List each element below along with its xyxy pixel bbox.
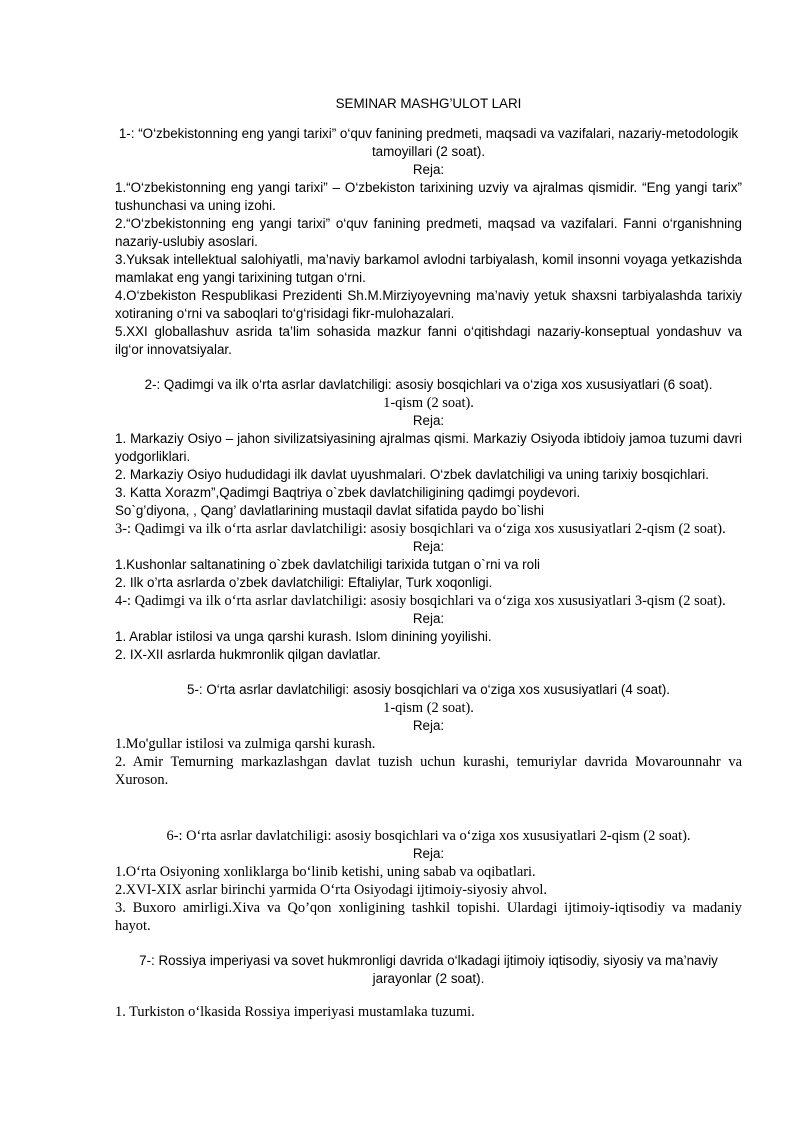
- plan-item: 1. Arablar istilosi va unga qarshi kurash. Islom dinining yoyilishi.: [115, 629, 492, 644]
- plan-item: 2.“O‘zbekistonning eng yangi tarixi” o‘quv fanining predmeti, maqsad va vazifalari. Fanni o‘rganishning nazariy-uslubiy asoslari.: [115, 216, 742, 249]
- reja-heading: Reja:: [412, 718, 445, 733]
- seminar-section-6: [115, 827, 742, 935]
- plan-item: 1. Markaziy Osiyo – jahon sivilizatsiyasining ajralmas qismi. Markaziy Osiyoda ibtidoiy jamoa tuzumi davri yodgorliklari.: [115, 431, 742, 464]
- section-title: 5-: O‘rta asrlar davlatchiligi: asosiy bosqichlari va o‘ziga xos xususiyatlari (4 soat).: [187, 682, 670, 697]
- section-part: 1-qism (2 soat).: [383, 700, 474, 716]
- plan-item: 3. Buxoro amirligi.Xiva va Qo’qon xonligining tashkil topishi. Ulardagi ijtimoiy-iqtisodiy va madaniy hayot.: [115, 900, 742, 934]
- plan-item: 1.O‘rta Osiyoning xonliklarga bo‘linib ketishi, uning sabab va oqibatlari.: [115, 864, 536, 880]
- seminar-section-3: [115, 520, 742, 592]
- plan-item: 1.“O‘zbekistonning eng yangi tarixi” – O‘zbekiston tarixining uzviy va ajralmas qismidir. “Eng yangi tarix” tushunchasi va uning izohi.: [115, 180, 742, 213]
- document-page: [115, 95, 742, 1021]
- reja-heading: Reja:: [412, 162, 445, 177]
- seminar-section-7: [115, 952, 742, 1021]
- reja-heading: Reja:: [412, 539, 445, 554]
- section-title: 7-: Rossiya imperiyasi va sovet hukmronligi davrida o‘lkadagi ijtimoiy iqtisodiy, siyosiy va ma’naviy jarayonlar (2 soat).: [139, 953, 718, 986]
- plan-item: 1.Mo'gullar istilosi va zulmiga qarshi kurash.: [115, 736, 376, 752]
- plan-item: 3. Katta Xorazm”,Qadimgi Baqtriya o`zbek davlatchiligining qadimgi poydevori.: [115, 485, 581, 500]
- plan-item: 2. Amir Temurning markazlashgan davlat tuzish uchun kurashi, temuriylar davrida Movarounnahr va Xuroson.: [115, 754, 742, 788]
- section-title: 3-: Qadimgi va ilk o‘rta asrlar davlatchiligi: asosiy bosqichlari va o‘ziga xos xususiyatlari 2-qism (2 soat).: [115, 521, 726, 537]
- reja-heading: Reja:: [412, 846, 445, 861]
- plan-item: 2.XVI-XIX asrlar birinchi yarmida O‘rta Osiyodagi ijtimoiy-siyosiy ahvol.: [115, 882, 548, 898]
- plan-item: 4.O‘zbekiston Respublikasi Prezidenti Sh.M.Mirziyoyevning ma’naviy yetuk shaxsni tarbiyalashda tarixiy xotiraning o‘rni va saboqlari to‘g‘risidagi fikr-mulohazalari.: [115, 288, 742, 321]
- plan-item: 1. Turkiston o‘lkasida Rossiya imperiyasi mustamlaka tuzumi.: [115, 1004, 475, 1020]
- seminar-section-2: [115, 376, 742, 520]
- plan-item: So`g’diyona, , Qang’ davlatlarining mustaqil davlat sifatida paydo bo`lishi: [115, 503, 544, 518]
- doc-title: SEMINAR MASHG’ULOT LARI: [335, 96, 522, 111]
- seminar-section-4: [115, 592, 742, 664]
- seminar-section-1: [115, 125, 742, 359]
- section-part: 1-qism (2 soat).: [383, 395, 474, 411]
- seminar-section-5: [115, 681, 742, 789]
- plan-item: 5.XXI globallashuv asrida ta’lim sohasida mazkur fanni o‘qitishdagi nazariy-konseptual yondashuv va ilg‘or innovatsiyalar.: [115, 324, 742, 357]
- plan-item: 2. Markaziy Osiyo hududidagi ilk davlat uyushmalari. O‘zbek davlatchiligi va uning tarixiy bosqichlari.: [115, 467, 709, 482]
- section-title: 2-: Qadimgi va ilk o‘rta asrlar davlatchiligi: asosiy bosqichlari va o‘ziga xos xususiyatlari (6 soat).: [144, 377, 713, 392]
- reja-heading: Reja:: [412, 611, 445, 626]
- reja-heading: Reja:: [412, 413, 445, 428]
- plan-item: 2. IX-XII asrlarda hukmronlik qilgan davlatlar.: [115, 647, 381, 662]
- plan-item: 3.Yuksak intellektual salohiyatli, ma’naviy barkamol avlodni tarbiyalash, komil insonni voyaga yetkazishda mamlakat eng yangi tarixining tutgan o‘rni.: [115, 252, 742, 285]
- section-title: 1-: “O‘zbekistonning eng yangi tarixi” o‘quv fanining predmeti, maqsadi va vazifalari, nazariy-metodologik tamoyillari (2 soat).: [118, 126, 739, 159]
- plan-item: 1.Kushonlar saltanatining o`zbek davlatchiligi tarixida tutgan o`rni va roli: [115, 557, 541, 572]
- section-title: 4-: Qadimgi va ilk o‘rta asrlar davlatchiligi: asosiy bosqichlari va o‘ziga xos xususiyatlari 3-qism (2 soat).: [115, 593, 726, 609]
- plan-item: 2. Ilk o’rta asrlarda o’zbek davlatchiligi: Eftaliylar, Turk xoqonligi.: [115, 575, 493, 590]
- section-title: 6-: O‘rta asrlar davlatchiligi: asosiy bosqichlari va o‘ziga xos xususiyatlari 2-qism (2 soat).: [166, 828, 691, 844]
